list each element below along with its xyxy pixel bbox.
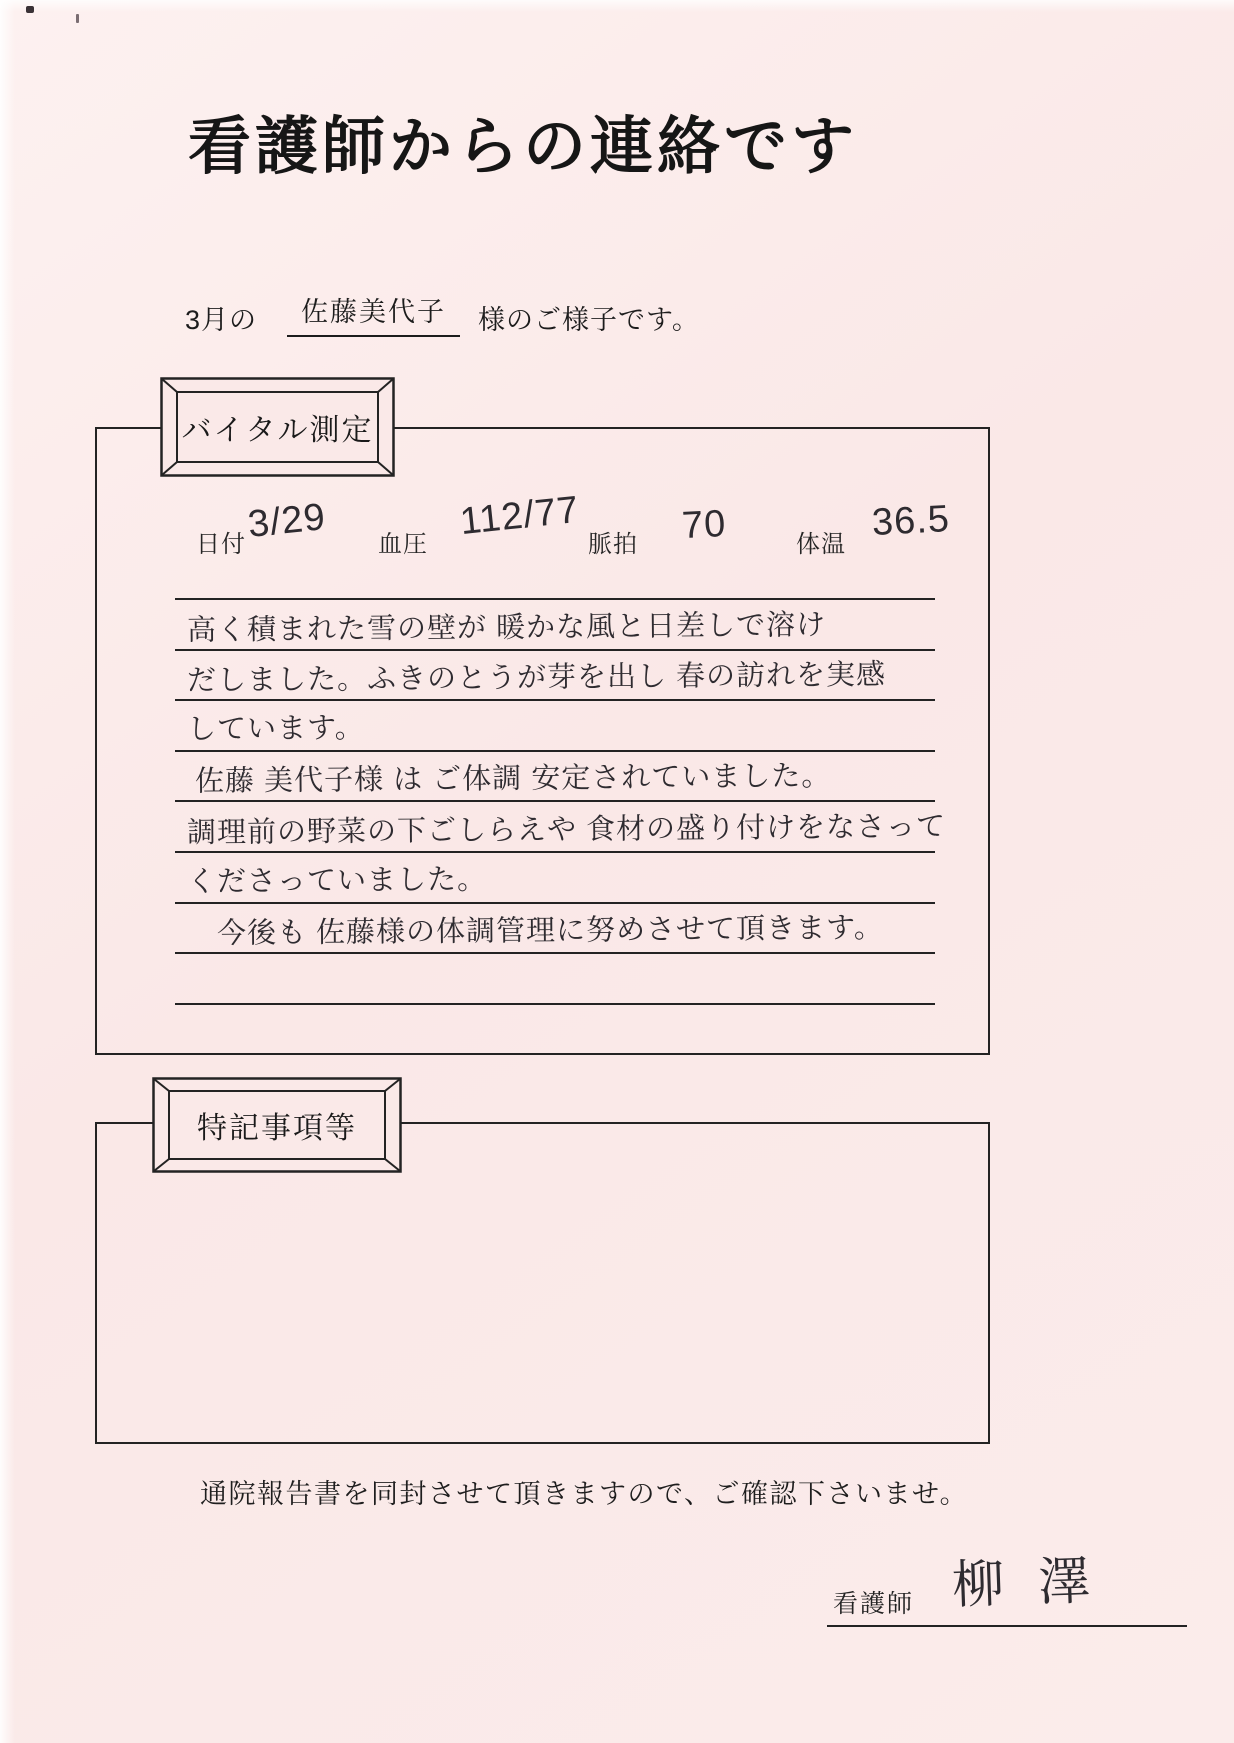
signature-underline <box>827 1625 1187 1627</box>
note-line: だしました。ふきのとうが芽を出し 春の訪れを実感 <box>175 651 935 702</box>
intro-month: 3月の <box>185 305 258 335</box>
special-notes-content <box>120 1180 960 1420</box>
signer-name-signature: 柳澤 <box>951 1551 1126 1615</box>
scan-edge-left <box>0 0 15 1743</box>
temp-label: 体温 <box>796 531 846 558</box>
vitals-heading-frame <box>160 377 395 477</box>
special-notes-heading-frame <box>152 1077 402 1173</box>
pulse-value: 70 <box>680 502 728 548</box>
intro-suffix: 様のご様子です。 <box>478 305 700 335</box>
vitals-notes-ruled-area <box>175 598 947 1005</box>
intro-line <box>185 290 700 337</box>
scan-speck <box>76 14 79 23</box>
note-line: くださっていました。 <box>175 853 935 904</box>
patient-name: 佐藤美代子 <box>287 290 460 337</box>
note-line: 調理前の野菜の下ごしらえや 食材の盛り付けをなさって <box>175 802 935 853</box>
signer-role-label: 看護師 <box>833 1590 915 1618</box>
note-line: 佐藤 美代子様 は ご体調 安定されていました。 <box>175 752 935 803</box>
enclosure-note: 通院報告書を同封させて頂きますので、ご確認下さいませ。 <box>200 1479 969 1509</box>
date-value: 3/29 <box>245 496 328 546</box>
scan-speck <box>26 6 34 13</box>
vitals-section-heading: バイタル測定 <box>181 414 374 447</box>
pulse-label: 脈拍 <box>588 531 638 558</box>
scan-edge-top <box>0 0 1234 12</box>
temp-value: 36.5 <box>870 497 951 545</box>
bp-label: 血圧 <box>378 531 428 558</box>
bp-value: 112/77 <box>458 488 582 544</box>
date-label: 日付 <box>196 531 246 558</box>
note-line-empty <box>175 954 935 1005</box>
page-title: 看護師からの連絡です <box>188 112 858 182</box>
special-notes-heading: 特記事項等 <box>197 1112 357 1145</box>
note-line: 今後も 佐藤様の体調管理に努めさせて頂きます。 <box>175 904 935 955</box>
note-line: 高く積まれた雪の壁が 暖かな風と日差しで溶け <box>175 600 935 651</box>
note-line: しています。 <box>175 701 935 752</box>
